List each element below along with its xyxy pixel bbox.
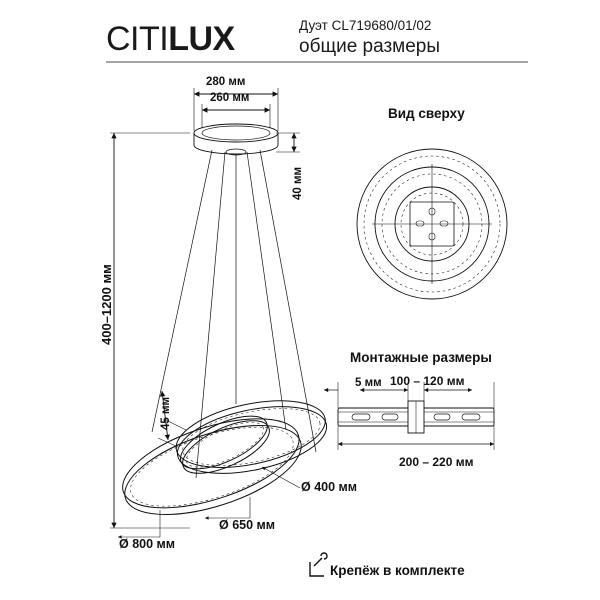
dim-ring-large: Ø 800 мм bbox=[119, 537, 176, 551]
drawing-subtitle: общие размеры bbox=[299, 36, 441, 57]
dim-canopy-outer: 280 мм bbox=[206, 76, 246, 88]
dim-bracket-plate: 5 мм bbox=[355, 377, 382, 389]
dim-bracket-outer: 200 – 220 мм bbox=[399, 455, 474, 469]
brand-lux-text: LUX bbox=[168, 20, 235, 58]
model-code: Дуэт CL719680/01/02 bbox=[299, 18, 432, 33]
dim-ring-small: Ø 400 мм bbox=[301, 480, 358, 494]
dim-canopy-height: 40 мм bbox=[292, 166, 304, 200]
top-view-title: Вид сверху bbox=[388, 106, 465, 121]
dim-ring-thickness: 45 мм bbox=[160, 396, 172, 430]
dim-bracket-inner: 100 – 120 мм bbox=[390, 374, 465, 388]
mount-included-label: Крепёж в комплекте bbox=[330, 563, 465, 578]
dim-suspension: 400–1200 мм bbox=[99, 264, 114, 345]
mounting-title: Монтажные размеры bbox=[350, 350, 492, 365]
dim-canopy-inner: 260 мм bbox=[210, 92, 250, 104]
dim-ring-medium: Ø 650 мм bbox=[219, 518, 276, 532]
brand-citi-text: CITI bbox=[106, 20, 169, 58]
